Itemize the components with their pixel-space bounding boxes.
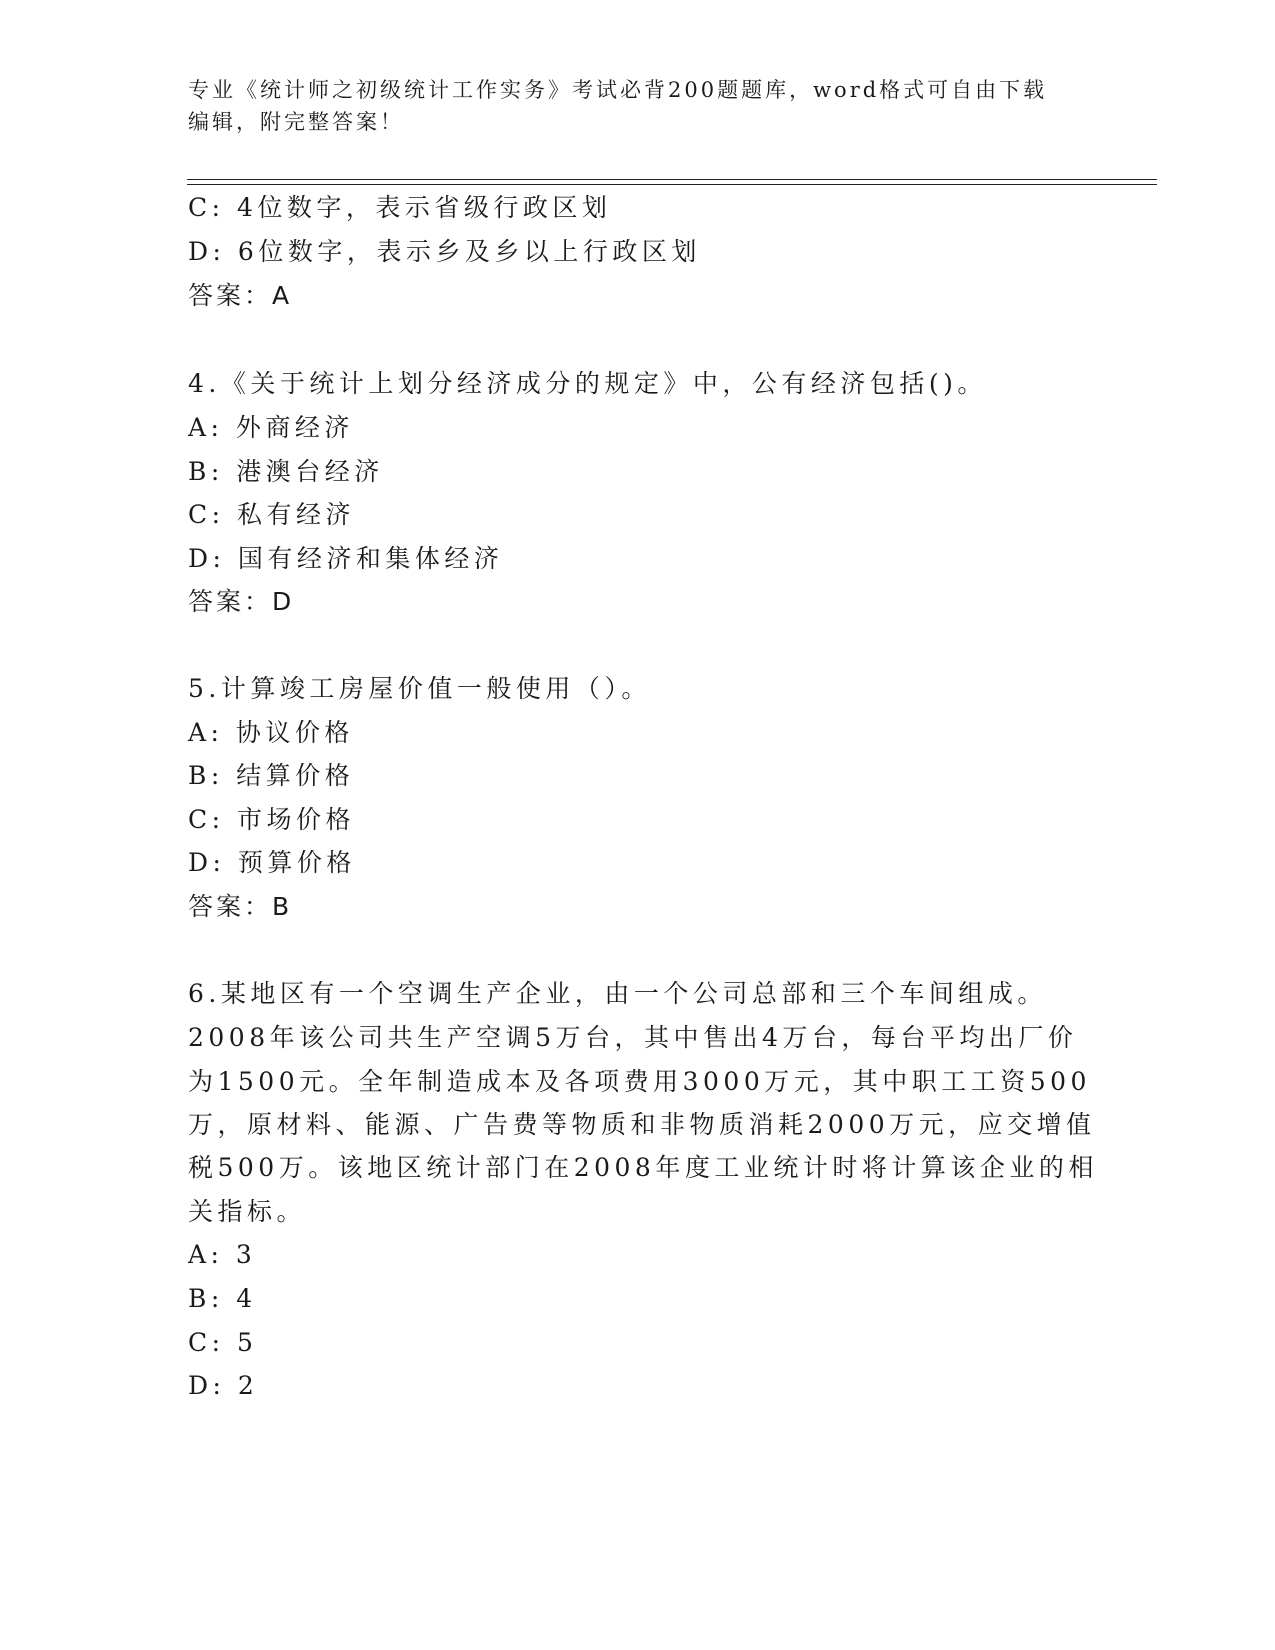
option-a: A: 协议价格: [188, 718, 354, 747]
option-d: D: 6位数字，表示乡及乡以上行政区划: [188, 237, 701, 266]
option-a: A: 3: [188, 1240, 257, 1269]
option-a: A: 外商经济: [188, 413, 354, 442]
question-stem-line: 税500万。该地区统计部门在2008年度工业统计时将计算该企业的相: [188, 1153, 1098, 1182]
option-b: B: 港澳台经济: [188, 457, 384, 486]
header-title-line-2: 编辑，附完整答案！: [188, 110, 404, 134]
option-d: D: 2: [188, 1371, 259, 1400]
option-c: C: 市场价格: [188, 805, 355, 834]
question-stem: 4.《关于统计上划分经济成分的规定》中，公有经济包括()。: [188, 369, 987, 398]
question-stem: 5.计算竣工房屋价值一般使用（）。: [188, 674, 651, 703]
option-c: C: 私有经济: [188, 500, 355, 529]
option-b: B: 结算价格: [188, 761, 355, 790]
question-stem-line: 关指标。: [188, 1197, 307, 1226]
question-stem-line: 2008年该公司共生产空调5万台，其中售出4万台，每台平均出厂价: [188, 1023, 1078, 1052]
answer: 答案：D: [188, 587, 295, 616]
option-c: C: 4位数字，表示省级行政区划: [188, 193, 612, 222]
question-stem-line: 6.某地区有一个空调生产企业，由一个公司总部和三个车间组成。: [188, 979, 1047, 1008]
option-d: D: 预算价格: [188, 848, 356, 877]
answer: 答案：B: [188, 892, 293, 921]
question-stem-line: 万，原材料、能源、广告费等物质和非物质消耗2000万元，应交增值: [188, 1110, 1096, 1139]
header-title-line-1: 专业《统计师之初级统计工作实务》考试必背200题题库，word格式可自由下载: [188, 78, 1048, 102]
option-b: B: 4: [188, 1284, 257, 1313]
header-divider-top: [187, 179, 1157, 180]
question-stem-line: 为1500元。全年制造成本及各项费用3000万元，其中职工工资500: [188, 1067, 1091, 1096]
header-divider-bottom: [187, 184, 1157, 185]
option-d: D: 国有经济和集体经济: [188, 544, 504, 573]
option-c: C: 5: [188, 1328, 258, 1357]
answer: 答案：A: [188, 281, 293, 310]
